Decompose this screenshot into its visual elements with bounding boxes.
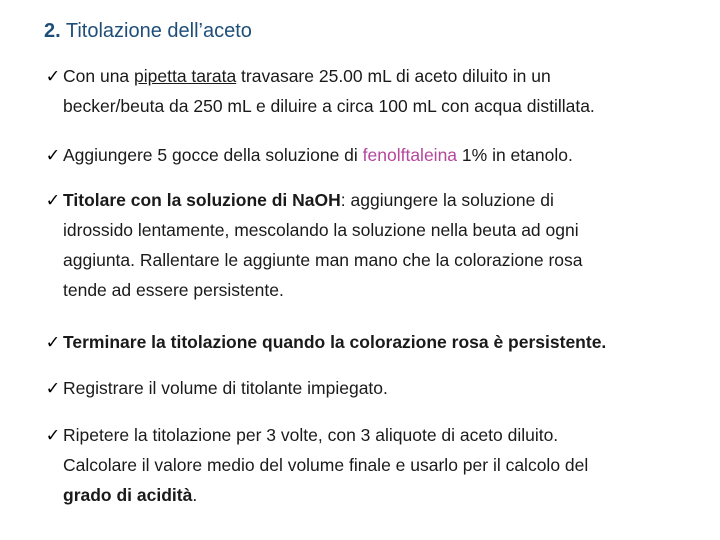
item-line: tende ad essere persistente. <box>63 280 284 300</box>
list-item <box>44 185 694 305</box>
list-item <box>44 420 694 510</box>
item-line <box>44 480 694 510</box>
bold-text: grado di acidità <box>63 485 193 505</box>
checkmark-icon: ✓ <box>45 66 61 86</box>
item-line <box>44 140 694 170</box>
checkmark-icon: ✓ <box>45 332 61 352</box>
checkmark-icon: ✓ <box>45 190 61 210</box>
bold-text: Titolare con la soluzione di NaOH <box>63 190 341 210</box>
list-item <box>44 373 694 403</box>
item-text: : aggiungere la soluzione di <box>340 190 554 210</box>
item-text: Con una <box>63 66 135 86</box>
item-text: 1% in etanolo. <box>457 145 573 165</box>
item-line <box>44 61 694 91</box>
section-number: 2. <box>44 20 61 42</box>
item-line: aggiunta. Rallentare le aggiunte man mano che la colorazione rosa <box>63 250 583 270</box>
item-line: Registrare il volume di titolante impiegato. <box>63 378 388 398</box>
item-text: Aggiungere 5 gocce della soluzione di <box>63 145 363 165</box>
item-line: Terminare la titolazione quando la colorazione rosa è persistente. <box>63 332 607 352</box>
highlighted-term: fenolftaleina <box>362 145 458 165</box>
item-line: Calcolare il valore medio del volume finale e usarlo per il calcolo del <box>63 455 589 475</box>
list-item <box>44 140 694 170</box>
checkmark-icon: ✓ <box>45 145 61 165</box>
item-text: . <box>192 485 198 505</box>
item-line <box>44 185 694 215</box>
item-line: becker/beuta da 250 mL e diluire a circa 100 mL con acqua distillata. <box>63 96 595 116</box>
section-title <box>44 20 252 43</box>
list-item <box>44 61 694 121</box>
underlined-text: pipetta tarata <box>134 66 237 86</box>
item-text: travasare 25.00 mL di aceto diluito in un <box>236 66 551 86</box>
checkmark-icon: ✓ <box>45 425 61 445</box>
section-title-text: Titolazione dell’aceto <box>65 20 252 42</box>
list-item <box>44 327 694 357</box>
item-line: idrossido lentamente, mescolando la soluzione nella beuta ad ogni <box>63 220 579 240</box>
item-line: Ripetere la titolazione per 3 volte, con 3 aliquote di aceto diluito. <box>63 425 559 445</box>
checkmark-icon: ✓ <box>45 378 61 398</box>
